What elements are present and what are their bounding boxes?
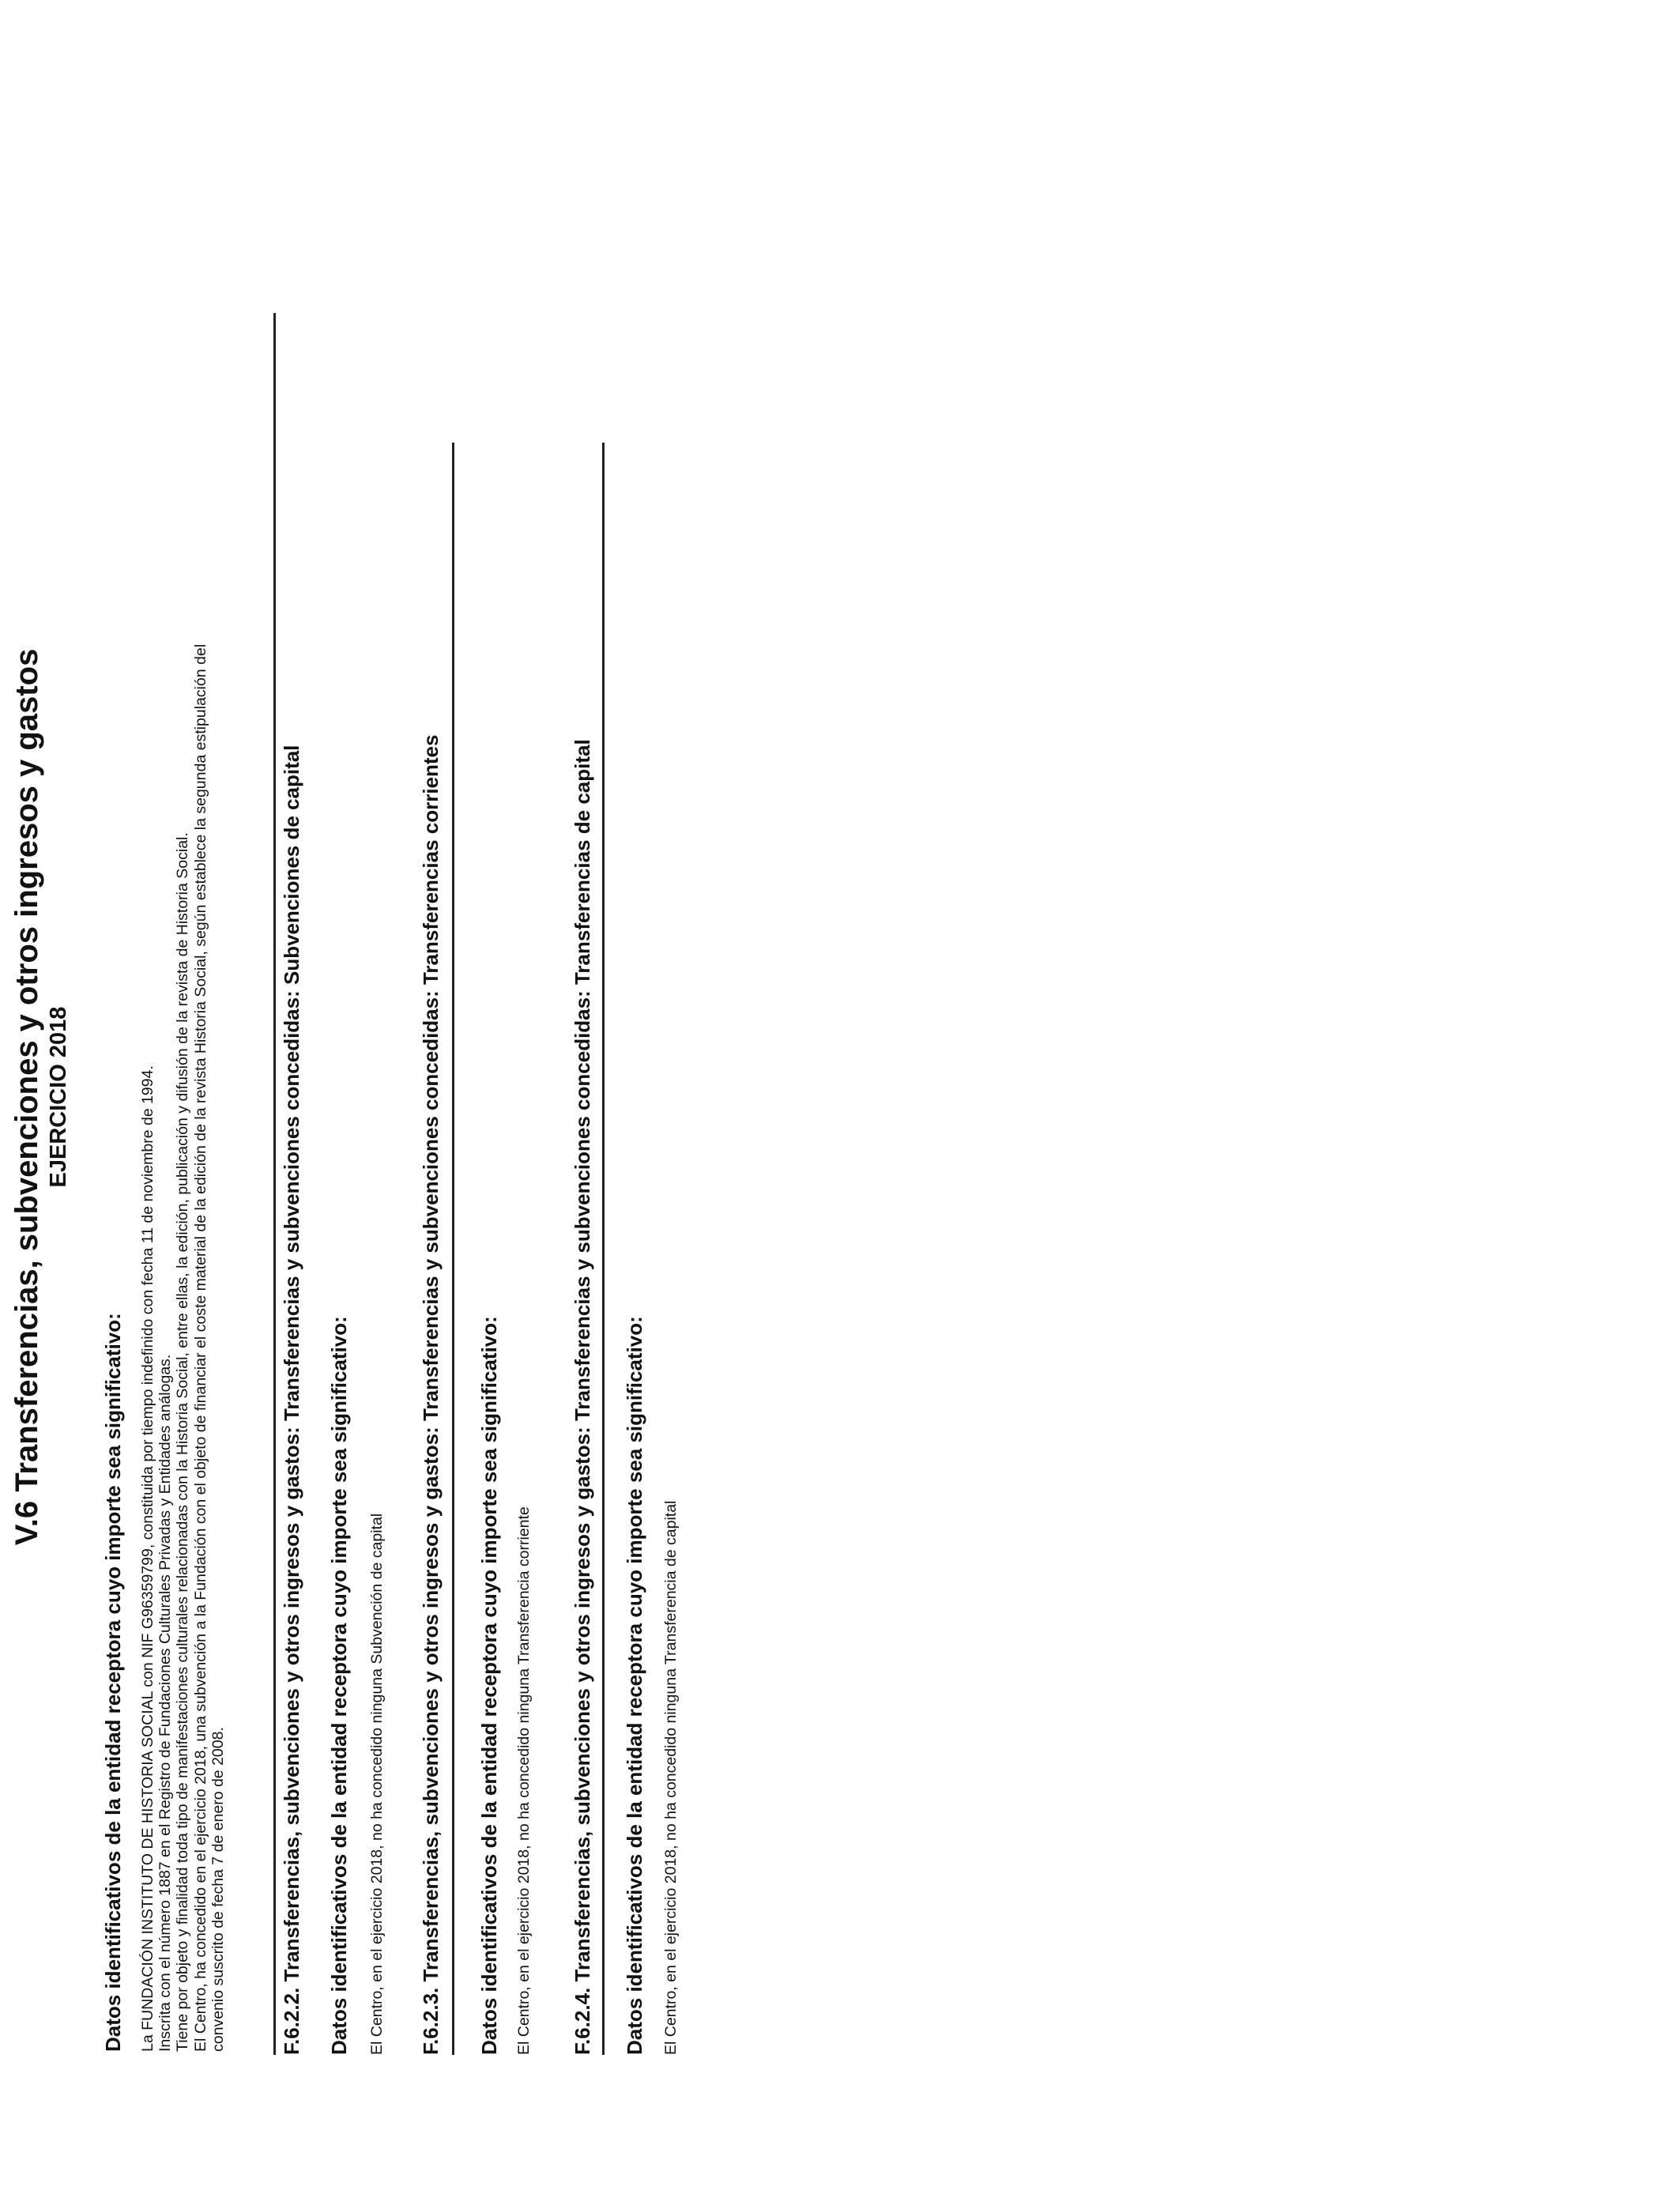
section-text-line: convenio suscrito de fecha 7 de enero de 2008. <box>209 1727 227 2052</box>
section-heading: Datos identificativos de la entidad receptora cuyo importe sea significativo: <box>477 1316 501 2055</box>
section-text-line: El Centro, en el ejercicio 2018, no ha concedido ninguna Transferencia de capital <box>662 1500 680 2055</box>
section-heading: Datos identificativos de la entidad receptora cuyo importe sea significativo: <box>623 1316 646 2055</box>
section-text-line: El Centro, en el ejercicio 2018, no ha concedido ninguna Transferencia corriente <box>515 1506 533 2055</box>
section-text-line: El Centro, en el ejercicio 2018, no ha concedido ninguna Subvención de capital <box>368 1513 386 2055</box>
section-title: F.6.2.4. Transferencias, subvenciones y otros ingresos y gastos: Transferencias y subvenciones concedidas: Transferencias de capital <box>571 739 594 2055</box>
section-divider <box>273 313 276 2055</box>
page-title: V.6 Transferencias, subvenciones y otros ingresos y gastos <box>9 648 44 1546</box>
section-title: F.6.2.2. Transferencias, subvenciones y otros ingresos y gastos: Transferencias y subvenciones concedidas: Subvenciones de capital <box>280 745 303 2055</box>
section-text-line: Inscrita con el número 1887 en el Registro de Fundaciones Culturales Privadas y Entidades análogas. <box>156 1354 174 2052</box>
section-divider <box>452 443 454 2055</box>
section-text-line: La FUNDACIÓN INSTITUTO DE HISTORIA SOCIAL con NIF G96359799, constituida por tiempo indefinido con fecha 11 de noviembre de 1994. <box>139 1065 156 2052</box>
section-divider <box>602 443 605 2055</box>
section-text-line: El Centro, ha concedido en el ejercicio 2018, una subvención a la Fundación con el objeto de financiar el coste material de la edición de la revista Historia Social, según establece la segunda estipulación del <box>192 643 209 2052</box>
section-heading: Datos identificativos de la entidad receptora cuyo importe sea significativo: <box>327 1316 351 2055</box>
section-text-line: Tiene por objeto y finalidad toda tipo de manifestaciones culturales relacionadas con la Historia Social, entre ellas, la edición, publicación y difusión de la revista de Historia Social. <box>174 832 191 2052</box>
section-heading: Datos identificativos de la entidad receptora cuyo importe sea significativo: <box>101 1313 125 2052</box>
page-subtitle: EJERCICIO 2018 <box>46 1006 71 1188</box>
section-title: F.6.2.3. Transferencias, subvenciones y otros ingresos y gastos: Transferencias y subvenciones concedidas: Transferencias corrientes <box>419 734 443 2055</box>
